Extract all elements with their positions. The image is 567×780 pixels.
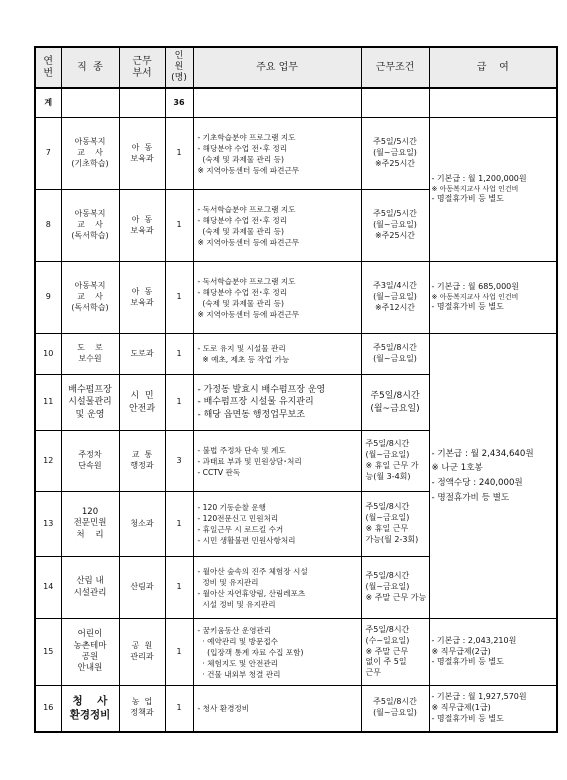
table-row <box>35 686 557 732</box>
work-conditions: 주3일/4시간 (월~금요일) ※주12시간 <box>361 262 429 334</box>
department: 아 동 보육과 <box>119 118 165 190</box>
table-row <box>35 262 557 334</box>
work-conditions: 주5일/8시간 (월~금요일) <box>361 334 429 375</box>
duty-item: - 월아산 자연휴양림, 산림레포츠 <box>197 588 306 598</box>
row-number: 10 <box>35 334 61 375</box>
pay-line: ※ 아동복지교사 사업 인건비 <box>431 184 519 193</box>
duty-item: (입장객 통계 자료 수집 포함) <box>197 647 304 657</box>
total-count: 36 <box>165 88 193 118</box>
duty-item: 정비 및 유지관리 <box>197 577 259 587</box>
row-number: 15 <box>35 619 61 686</box>
department: 교 통 행정과 <box>119 431 165 492</box>
department: 농 업 정책과 <box>119 686 165 732</box>
header-conditions: 근무조건 <box>361 47 429 88</box>
job-title: 어린이 농촌테마 공원 안내원 <box>61 619 119 686</box>
row-number: 9 <box>35 262 61 334</box>
duty-item: ※ 지역아동센터 등에 파견근무 <box>197 165 300 175</box>
pay-line: ※ 직무급제(2급) <box>431 646 491 656</box>
job-title: 120 전문민원 처 리 <box>61 492 119 557</box>
duty-item: · 예약관리 및 방문접수 <box>197 636 279 646</box>
department: 도로과 <box>119 334 165 375</box>
total-row <box>35 88 557 118</box>
duty-item: (숙제 및 과제물 관리 등) <box>197 226 284 236</box>
pay-line: - 정액수당 : 240,000원 <box>431 478 523 488</box>
job-title: 아동복지 교 사 (독서학습) <box>61 190 119 262</box>
total-label: 계 <box>35 88 61 118</box>
duty-item: - 가정동 발효시 배수펌프장 운영 <box>197 385 326 396</box>
headcount: 1 <box>165 118 193 190</box>
table-row <box>35 619 557 686</box>
table-row <box>35 118 557 190</box>
pay-line: - 명절휴가비 등 별도 <box>431 713 504 723</box>
duty-item: - CCTV 판독 <box>197 467 241 477</box>
work-conditions: 주5일/5시간 (월~금요일) ※주25시간 <box>361 190 429 262</box>
row-number: 13 <box>35 492 61 557</box>
work-conditions: 주5일/8시간 (월~금요일) ※ 휴일 근무 가 능(월 3-4회) <box>361 431 429 492</box>
duty-item: - 해당분야 수업 전･후 정리 <box>197 143 288 153</box>
header-count: 인 원 (명) <box>165 47 193 88</box>
duty-item: - 해당분야 수업 전･후 정리 <box>197 287 288 297</box>
duties-cell <box>193 118 361 190</box>
pay-line: - 명절휴가비 등 별도 <box>431 194 504 204</box>
pay-line: - 기본급 : 월 1,927,570원 <box>431 692 527 702</box>
pay-line: - 명절휴가비 등 별도 <box>431 302 504 312</box>
pay-cell <box>429 619 557 686</box>
headcount: 1 <box>165 375 193 431</box>
job-title: 청 사 환경정비 <box>61 686 119 732</box>
department: 공 원 관리과 <box>119 619 165 686</box>
duty-item: - 해당 읍면동 행정업무보조 <box>197 409 305 420</box>
row-number: 7 <box>35 118 61 190</box>
pay-line: - 기본급 : 월 685,000원 <box>431 281 519 291</box>
pay-cell <box>429 118 557 262</box>
duty-item: - 120전문신고 민원처리 <box>197 514 279 523</box>
duties-cell <box>193 334 361 375</box>
department: 아 동 보육과 <box>119 262 165 334</box>
row-number: 16 <box>35 686 61 732</box>
headcount: 1 <box>165 262 193 334</box>
duty-item: - 독서학습분야 프로그램 지도 <box>197 276 296 286</box>
pay-cell <box>429 686 557 732</box>
header-row <box>35 47 557 88</box>
pay-cell <box>429 262 557 334</box>
header-pay: 급 여 <box>429 47 557 88</box>
work-conditions: 주5일/8시간 (월~금요일) ※ 휴일 근무 가능(월 2-3회) <box>361 492 429 557</box>
table-row <box>35 334 557 375</box>
work-conditions: 주5일/8시간 (월~금요일) ※ 주말 근무 가능 <box>361 557 429 619</box>
duty-item: - 기초학습분야 프로그램 지도 <box>197 132 296 142</box>
department: 아 동 보육과 <box>119 190 165 262</box>
duties-cell <box>193 262 361 334</box>
duty-item: - 배수펌프장 시설물 유지관리 <box>197 397 314 408</box>
row-number: 14 <box>35 557 61 619</box>
headcount: 1 <box>165 492 193 557</box>
duty-item: - 휴일근무 시 로드킬 수거 <box>197 525 284 534</box>
headcount: 1 <box>165 334 193 375</box>
department: 산림과 <box>119 557 165 619</box>
row-number: 12 <box>35 431 61 492</box>
duties-cell <box>193 431 361 492</box>
job-title: 아동복지 교 사 (독서학습) <box>61 262 119 334</box>
job-title: 주정차 단속원 <box>61 431 119 492</box>
duties-cell <box>193 557 361 619</box>
duties-cell <box>193 375 361 431</box>
recruitment-table <box>34 46 558 733</box>
pay-line: - 기본급 : 2,043,210원 <box>431 635 517 645</box>
department: 시 민 안전과 <box>119 375 165 431</box>
work-conditions: 주5일/8시간 (수~일요일) ※ 주말 근무 없이 주 5일 근무 <box>361 619 429 686</box>
duties-cell <box>193 190 361 262</box>
duty-item: - 도로 유지 및 시설물 관리 <box>197 344 286 353</box>
headcount: 3 <box>165 431 193 492</box>
duty-item: - 120 기동순찰 운행 <box>197 503 266 512</box>
pay-line: - 명절휴가비 등 별도 <box>431 492 510 503</box>
duty-item: 시설 정비 및 유지관리 <box>197 599 276 609</box>
duty-item: - 불법 주정차 단속 및 계도 <box>197 445 286 455</box>
headcount: 1 <box>165 557 193 619</box>
headcount: 1 <box>165 686 193 732</box>
duties-cell <box>193 619 361 686</box>
pay-line: - 기본급 : 월 1,200,000원 <box>431 173 527 183</box>
duty-item: (숙제 및 과제물 관리 등) <box>197 298 284 308</box>
pay-line: ※ 나군 1호봉 <box>431 463 483 474</box>
headcount: 1 <box>165 619 193 686</box>
pay-line: ※ 직무급제(1급) <box>431 702 491 712</box>
pay-line: - 명절휴가비 등 별도 <box>431 657 504 667</box>
header-job: 직 종 <box>61 47 119 88</box>
duty-item: ※ 지역아동센터 등에 파견근무 <box>197 309 300 319</box>
duty-item: - 청사 환경정비 <box>197 703 250 713</box>
duties-cell <box>193 686 361 732</box>
headcount: 1 <box>165 190 193 262</box>
work-conditions: 주5일/8시간 (월~금요일) <box>361 686 429 732</box>
duty-item: · 건물 내외부 청결 관리 <box>197 669 281 679</box>
job-title: 산림 내 시설관리 <box>61 557 119 619</box>
work-conditions: 주5일/5시간 (월~금요일) ※주25시간 <box>361 118 429 190</box>
duties-cell <box>193 492 361 557</box>
duty-item: (숙제 및 과제물 관리 등) <box>197 154 284 164</box>
duty-item: - 해당분야 수업 전･후 정리 <box>197 215 288 225</box>
header-duties: 주요 업무 <box>193 47 361 88</box>
duty-item: · 체험지도 및 안전관리 <box>197 658 279 668</box>
job-title: 아동복지 교 사 (기초학습) <box>61 118 119 190</box>
pay-line: - 기본급 : 월 2,434,640원 <box>431 448 534 459</box>
duty-item: ※ 예초, 제초 등 작업 가능 <box>197 355 290 364</box>
work-conditions: 주5일/8시간 (월~금요일) <box>361 375 429 431</box>
duty-item: - 독서학습분야 프로그램 지도 <box>197 204 296 214</box>
duty-item: - 꿈키움동산 운영관리 <box>197 625 272 635</box>
job-title: 배수펌프장 시설물관리 및 운영 <box>61 375 119 431</box>
pay-cell <box>429 334 557 619</box>
duty-item: - 과태료 부과 및 민원상담･처리 <box>197 456 302 466</box>
pay-line: ※ 아동복지교사 사업 인건비 <box>431 292 519 301</box>
duty-item: ※ 지역아동센터 등에 파견근무 <box>197 237 300 247</box>
department: 청소과 <box>119 492 165 557</box>
job-title: 도 로 보수원 <box>61 334 119 375</box>
duty-item: - 시민 생활불편 민원사항처리 <box>197 536 296 545</box>
header-no: 연 번 <box>35 47 61 88</box>
row-number: 11 <box>35 375 61 431</box>
row-number: 8 <box>35 190 61 262</box>
header-dept: 근무 부서 <box>119 47 165 88</box>
duty-item: - 월아산 숲속의 진주 체험장 시설 <box>197 566 308 576</box>
